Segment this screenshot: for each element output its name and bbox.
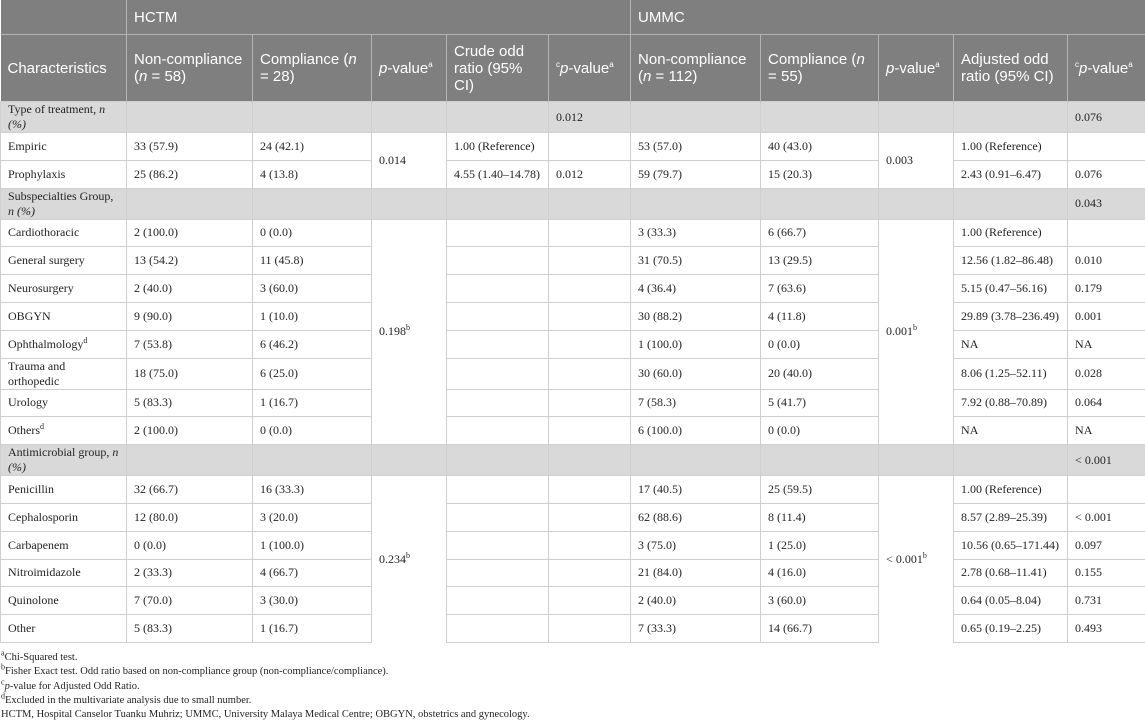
- hctm-pvalue: 0.234$^b$: [372, 476, 447, 643]
- hctm-or-pvalue: [549, 587, 631, 615]
- ummc-compliance: 25 (59.5): [761, 476, 879, 504]
- ummc-compliance: 6 (66.7): [761, 219, 879, 247]
- ummc-adjusted-or: 10.56 (0.65–171.44): [954, 531, 1068, 559]
- ummc-or-pvalue: 0.155: [1068, 559, 1145, 587]
- hctm-compliance: 1 (100.0): [253, 531, 372, 559]
- col-ummc-compliance: Compliance (n = 55): [761, 35, 879, 102]
- ummc-adjusted-or: 0.65 (0.19–2.25): [954, 615, 1068, 643]
- group-hctm-pvalue: 0.012: [549, 102, 631, 133]
- ummc-compliance: 3 (60.0): [761, 587, 879, 615]
- hctm-or-pvalue: [549, 247, 631, 275]
- hctm-compliance: 3 (60.0): [253, 275, 372, 303]
- hctm-crude-or: [447, 417, 549, 445]
- ummc-noncompliance: 7 (33.3): [631, 615, 761, 643]
- hctm-crude-or: [447, 302, 549, 330]
- hctm-crude-or: [447, 615, 549, 643]
- footnote-a: $^a$Chi-Squared test.: [1, 651, 1145, 665]
- empty-cell: [954, 445, 1068, 476]
- ummc-compliance: 15 (20.3): [761, 160, 879, 188]
- group-label: Type of treatment, n (%): [1, 102, 127, 133]
- ummc-compliance: 0 (0.0): [761, 417, 879, 445]
- ummc-adjusted-or: 1.00 (Reference): [954, 133, 1068, 161]
- col-ummc-adjusted-or: Adjusted odd ratio (95% CI): [954, 35, 1068, 102]
- group-hctm-pvalue: [549, 188, 631, 219]
- row-label: Trauma and orthopedic: [1, 358, 127, 389]
- table-row: [1, 503, 1145, 531]
- ummc-adjusted-or: NA: [954, 417, 1068, 445]
- empty-cell: [631, 188, 761, 219]
- ummc-pvalue: 0.003: [879, 133, 954, 189]
- hctm-or-pvalue: [549, 417, 631, 445]
- ummc-adjusted-or: 1.00 (Reference): [954, 219, 1068, 247]
- hctm-or-pvalue: [549, 275, 631, 303]
- ummc-or-pvalue: 0.076: [1068, 160, 1145, 188]
- table-row: [1, 133, 1145, 161]
- hctm-or-pvalue: [549, 133, 631, 161]
- group-label: Subspecialties Group, n (%): [1, 188, 127, 219]
- hctm-noncompliance: 33 (57.9): [127, 133, 253, 161]
- empty-cell: [631, 102, 761, 133]
- hctm-crude-or: [447, 389, 549, 417]
- ummc-noncompliance: 3 (33.3): [631, 219, 761, 247]
- table-row: [1, 219, 1145, 247]
- group-row-subspecialty: [1, 188, 1145, 219]
- ummc-adjusted-or: 1.00 (Reference): [954, 476, 1068, 504]
- hctm-crude-or: [447, 247, 549, 275]
- hctm-or-pvalue: 0.012: [549, 160, 631, 188]
- row-label: Quinolone: [1, 587, 127, 615]
- ummc-adjusted-or: 2.78 (0.68–11.41): [954, 559, 1068, 587]
- table-row: [1, 615, 1145, 643]
- table-row: [1, 358, 1145, 389]
- ummc-noncompliance: 59 (79.7): [631, 160, 761, 188]
- ummc-adjusted-or: 12.56 (1.82–86.48): [954, 247, 1068, 275]
- hctm-compliance: 1 (16.7): [253, 389, 372, 417]
- ummc-adjusted-or: 7.92 (0.88–70.89): [954, 389, 1068, 417]
- hctm-crude-or: [447, 587, 549, 615]
- ummc-compliance: 4 (11.8): [761, 302, 879, 330]
- empty-cell: [761, 445, 879, 476]
- hctm-compliance: 0 (0.0): [253, 219, 372, 247]
- group-ummc-pvalue: < 0.001: [1068, 445, 1145, 476]
- hctm-noncompliance: 2 (40.0): [127, 275, 253, 303]
- ummc-noncompliance: 62 (88.6): [631, 503, 761, 531]
- hctm-noncompliance: 2 (100.0): [127, 417, 253, 445]
- table-row: [1, 302, 1145, 330]
- row-label: Empiric: [1, 133, 127, 161]
- group-row-treatment: [1, 102, 1145, 133]
- footnote-d: $^d$Excluded in the multivariate analysis due to small number.: [1, 694, 1145, 708]
- empty-cell: [879, 188, 954, 219]
- footnotes: [0, 643, 1145, 722]
- hctm-pvalue: 0.014: [372, 133, 447, 189]
- hctm-noncompliance: 2 (100.0): [127, 219, 253, 247]
- table-row: [1, 160, 1145, 188]
- ummc-compliance: 1 (25.0): [761, 531, 879, 559]
- empty-cell: [127, 102, 253, 133]
- ummc-adjusted-or: 2.43 (0.91–6.47): [954, 160, 1068, 188]
- hctm-noncompliance: 7 (53.8): [127, 330, 253, 358]
- col-ummc-noncompliance: Non-compliance (n = 112): [631, 35, 761, 102]
- table-row: [1, 247, 1145, 275]
- ummc-pvalue: < 0.001$^b$: [879, 476, 954, 643]
- hctm-crude-or: [447, 503, 549, 531]
- hctm-noncompliance: 12 (80.0): [127, 503, 253, 531]
- hctm-compliance: 3 (30.0): [253, 587, 372, 615]
- hctm-crude-or: [447, 275, 549, 303]
- ummc-noncompliance: 1 (100.0): [631, 330, 761, 358]
- ummc-or-pvalue: 0.064: [1068, 389, 1145, 417]
- ummc-adjusted-or: 0.64 (0.05–8.04): [954, 587, 1068, 615]
- hctm-noncompliance: 5 (83.3): [127, 389, 253, 417]
- ummc-or-pvalue: 0.731: [1068, 587, 1145, 615]
- row-label: OBGYN: [1, 302, 127, 330]
- empty-cell: [761, 102, 879, 133]
- ummc-noncompliance: 17 (40.5): [631, 476, 761, 504]
- col-hctm-pvalue: p-value$^a$: [372, 35, 447, 102]
- table-row: [1, 389, 1145, 417]
- empty-cell: [253, 188, 372, 219]
- table-row: [1, 417, 1145, 445]
- ummc-adjusted-or: 8.57 (2.89–25.39): [954, 503, 1068, 531]
- ummc-noncompliance: 21 (84.0): [631, 559, 761, 587]
- footnote-b: $^b$Fisher Exact test. Odd ratio based on non-compliance group (non-compliance/compliance).: [1, 665, 1145, 679]
- ummc-compliance: 40 (43.0): [761, 133, 879, 161]
- ummc-or-pvalue: < 0.001: [1068, 503, 1145, 531]
- group-ummc-pvalue: 0.043: [1068, 188, 1145, 219]
- row-label: Others$^d$: [1, 417, 127, 445]
- table-row: [1, 330, 1145, 358]
- table-row: [1, 587, 1145, 615]
- ummc-noncompliance: 31 (70.5): [631, 247, 761, 275]
- ummc-compliance: 8 (11.4): [761, 503, 879, 531]
- hctm-compliance: 1 (16.7): [253, 615, 372, 643]
- table-row: [1, 559, 1145, 587]
- row-label: Neurosurgery: [1, 275, 127, 303]
- group-hctm-pvalue: [549, 445, 631, 476]
- row-label: Cephalosporin: [1, 503, 127, 531]
- hctm-noncompliance: 18 (75.0): [127, 358, 253, 389]
- col-characteristics: Characteristics: [1, 35, 127, 102]
- ummc-or-pvalue: 0.010: [1068, 247, 1145, 275]
- group-label: Antimicrobial group, n (%): [1, 445, 127, 476]
- ummc-or-pvalue: 0.028: [1068, 358, 1145, 389]
- hctm-crude-or: 4.55 (1.40–14.78): [447, 160, 549, 188]
- hctm-compliance: 3 (20.0): [253, 503, 372, 531]
- ummc-or-pvalue: NA: [1068, 330, 1145, 358]
- ummc-or-pvalue: 0.001: [1068, 302, 1145, 330]
- empty-cell: [447, 188, 549, 219]
- hctm-compliance: 6 (25.0): [253, 358, 372, 389]
- row-label: Ophthalmology$^d$: [1, 330, 127, 358]
- ummc-noncompliance: 30 (88.2): [631, 302, 761, 330]
- ummc-compliance: 4 (16.0): [761, 559, 879, 587]
- empty-cell: [372, 445, 447, 476]
- ummc-adjusted-or: 29.89 (3.78–236.49): [954, 302, 1068, 330]
- ummc-noncompliance: 4 (36.4): [631, 275, 761, 303]
- empty-cell: [447, 445, 549, 476]
- hctm-noncompliance: 9 (90.0): [127, 302, 253, 330]
- row-label: General surgery: [1, 247, 127, 275]
- empty-cell: [127, 445, 253, 476]
- empty-cell: [253, 102, 372, 133]
- footnote-abbreviations: HCTM, Hospital Canselor Tuanku Muhriz; UMMC, University Malaya Medical Centre; OBGYN, obstetrics and gynecology.: [1, 708, 1145, 722]
- ummc-pvalue: 0.001$^b$: [879, 219, 954, 445]
- ummc-compliance: 14 (66.7): [761, 615, 879, 643]
- hctm-noncompliance: 5 (83.3): [127, 615, 253, 643]
- col-hctm-compliance: Compliance (n = 28): [253, 35, 372, 102]
- row-label: Cardiothoracic: [1, 219, 127, 247]
- hctm-or-pvalue: [549, 615, 631, 643]
- empty-cell: [879, 102, 954, 133]
- ummc-or-pvalue: 0.097: [1068, 531, 1145, 559]
- hctm-crude-or: [447, 476, 549, 504]
- empty-cell: [954, 102, 1068, 133]
- hctm-noncompliance: 7 (70.0): [127, 587, 253, 615]
- hctm-crude-or: [447, 330, 549, 358]
- hctm-or-pvalue: [549, 503, 631, 531]
- hctm-noncompliance: 2 (33.3): [127, 559, 253, 587]
- hctm-compliance: 24 (42.1): [253, 133, 372, 161]
- col-ummc-or-pvalue: $^c$p-value$^a$: [1068, 35, 1145, 102]
- empty-cell: [631, 445, 761, 476]
- hctm-or-pvalue: [549, 330, 631, 358]
- hctm-or-pvalue: [549, 358, 631, 389]
- ummc-noncompliance: 2 (40.0): [631, 587, 761, 615]
- hctm-compliance: 0 (0.0): [253, 417, 372, 445]
- empty-cell: [253, 445, 372, 476]
- hctm-crude-or: 1.00 (Reference): [447, 133, 549, 161]
- ummc-compliance: 0 (0.0): [761, 330, 879, 358]
- hctm-or-pvalue: [549, 219, 631, 247]
- hctm-compliance: 4 (66.7): [253, 559, 372, 587]
- hctm-or-pvalue: [549, 389, 631, 417]
- row-label: Carbapenem: [1, 531, 127, 559]
- empty-cell: [447, 102, 549, 133]
- hctm-or-pvalue: [549, 302, 631, 330]
- ummc-or-pvalue: 0.179: [1068, 275, 1145, 303]
- hctm-crude-or: [447, 358, 549, 389]
- empty-cell: [761, 188, 879, 219]
- hctm-compliance: 16 (33.3): [253, 476, 372, 504]
- header-ummc: UMMC: [631, 0, 1145, 35]
- group-row-antimicrobial: [1, 445, 1145, 476]
- header-hctm: HCTM: [127, 0, 631, 35]
- ummc-or-pvalue: [1068, 133, 1145, 161]
- ummc-adjusted-or: 5.15 (0.47–56.16): [954, 275, 1068, 303]
- row-label: Other: [1, 615, 127, 643]
- empty-cell: [372, 188, 447, 219]
- group-ummc-pvalue: 0.076: [1068, 102, 1145, 133]
- row-label: Nitroimidazole: [1, 559, 127, 587]
- hctm-compliance: 11 (45.8): [253, 247, 372, 275]
- hctm-pvalue: 0.198$^b$: [372, 219, 447, 445]
- ummc-or-pvalue: 0.493: [1068, 615, 1145, 643]
- col-hctm-crude-or: Crude odd ratio (95% CI): [447, 35, 549, 102]
- ummc-compliance: 5 (41.7): [761, 389, 879, 417]
- ummc-noncompliance: 7 (58.3): [631, 389, 761, 417]
- ummc-compliance: 13 (29.5): [761, 247, 879, 275]
- hctm-noncompliance: 32 (66.7): [127, 476, 253, 504]
- empty-cell: [954, 188, 1068, 219]
- empty-cell: [127, 188, 253, 219]
- footnote-c: $^c$p-value for Adjusted Odd Ratio.: [1, 680, 1145, 694]
- table-row: [1, 275, 1145, 303]
- table-row: [1, 476, 1145, 504]
- hctm-crude-or: [447, 531, 549, 559]
- empty-cell: [372, 102, 447, 133]
- hctm-noncompliance: 13 (54.2): [127, 247, 253, 275]
- hctm-or-pvalue: [549, 476, 631, 504]
- row-label: Prophylaxis: [1, 160, 127, 188]
- hctm-crude-or: [447, 219, 549, 247]
- hctm-crude-or: [447, 559, 549, 587]
- ummc-or-pvalue: [1068, 219, 1145, 247]
- ummc-or-pvalue: [1068, 476, 1145, 504]
- table-row: [1, 531, 1145, 559]
- ummc-noncompliance: 3 (75.0): [631, 531, 761, 559]
- ummc-adjusted-or: 8.06 (1.25–52.11): [954, 358, 1068, 389]
- ummc-compliance: 7 (63.6): [761, 275, 879, 303]
- row-label: Urology: [1, 389, 127, 417]
- hctm-or-pvalue: [549, 559, 631, 587]
- col-hctm-or-pvalue: $^c$p-value$^a$: [549, 35, 631, 102]
- col-hctm-noncompliance: Non-compliance (n = 58): [127, 35, 253, 102]
- hctm-compliance: 4 (13.8): [253, 160, 372, 188]
- hctm-compliance: 6 (46.2): [253, 330, 372, 358]
- ummc-adjusted-or: NA: [954, 330, 1068, 358]
- empty-cell: [879, 445, 954, 476]
- ummc-noncompliance: 53 (57.0): [631, 133, 761, 161]
- ummc-compliance: 20 (40.0): [761, 358, 879, 389]
- ummc-noncompliance: 30 (60.0): [631, 358, 761, 389]
- hctm-compliance: 1 (10.0): [253, 302, 372, 330]
- hctm-noncompliance: 25 (86.2): [127, 160, 253, 188]
- col-ummc-pvalue: p-value$^a$: [879, 35, 954, 102]
- row-label: Penicillin: [1, 476, 127, 504]
- hctm-noncompliance: 0 (0.0): [127, 531, 253, 559]
- ummc-noncompliance: 6 (100.0): [631, 417, 761, 445]
- ummc-or-pvalue: NA: [1068, 417, 1145, 445]
- header-corner: [1, 0, 127, 35]
- hctm-or-pvalue: [549, 531, 631, 559]
